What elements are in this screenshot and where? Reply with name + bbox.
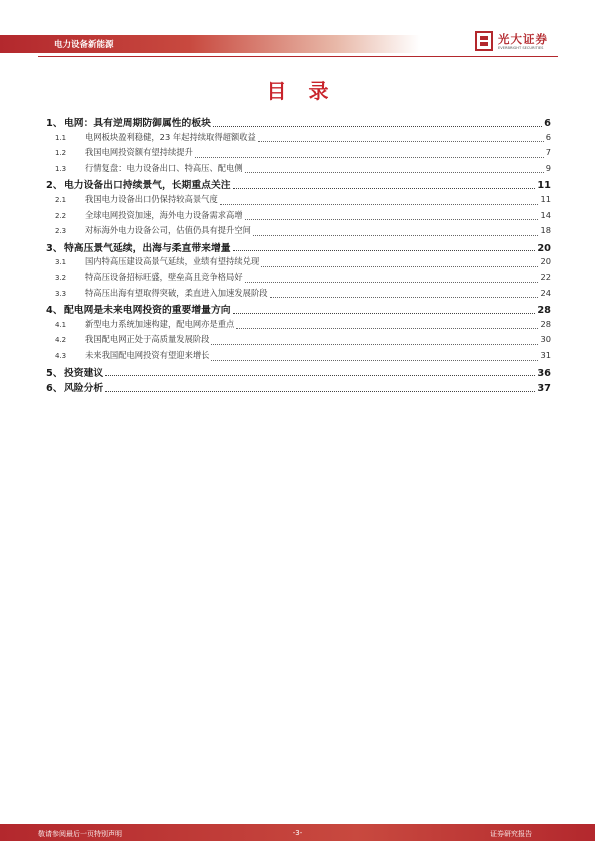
toc-section-entry[interactable] xyxy=(46,162,551,178)
toc-entry-title: 行情复盘：电力设备出口、特高压、配电侧 xyxy=(85,162,243,173)
toc-entry-number: 2.1 xyxy=(55,195,67,204)
toc-section-entry[interactable] xyxy=(46,333,551,349)
toc-entry-number: 3.3 xyxy=(55,289,67,298)
toc-dot-leader xyxy=(233,249,536,251)
toc-entry-title: 对标海外电力设备公司，估值仍具有提升空间 xyxy=(85,225,251,236)
toc-entry-title: 风险分析 xyxy=(64,383,104,395)
toc-entry-page: 6 xyxy=(545,131,551,142)
toc-chapter-entry[interactable] xyxy=(46,240,551,256)
toc-entry-number: 1、 xyxy=(46,118,63,129)
toc-entry-number: 4、 xyxy=(46,305,63,317)
toc-entry-page: 14 xyxy=(540,209,551,220)
toc-entry-number: 1.3 xyxy=(55,164,67,173)
toc-section-entry[interactable] xyxy=(46,131,551,147)
company-logo xyxy=(474,29,558,55)
toc-section-entry[interactable] xyxy=(46,318,551,334)
toc-entry-page: 24 xyxy=(540,287,551,298)
toc-entry-page: 11 xyxy=(540,193,551,204)
toc-entry-page: 31 xyxy=(540,349,551,360)
toc-section-entry[interactable] xyxy=(46,224,551,240)
toc-entry-title: 投资建议 xyxy=(64,367,104,379)
toc-entry-title: 特高压出海有望取得突破，柔直进入加速发展阶段 xyxy=(85,287,268,298)
toc-entry-title: 全球电网投资加速，海外电力设备需求高增 xyxy=(85,209,243,220)
toc-entry-number: 2.2 xyxy=(55,211,67,220)
toc-dot-leader xyxy=(233,312,536,314)
toc-entry-number: 2、 xyxy=(46,180,63,192)
toc-chapter-entry[interactable] xyxy=(46,302,551,318)
toc-section-entry[interactable] xyxy=(46,287,551,303)
toc-dot-leader xyxy=(270,296,539,298)
toc-dot-leader xyxy=(245,281,539,283)
toc-chapter-entry[interactable] xyxy=(46,365,551,381)
toc-entry-page: 20 xyxy=(540,256,551,267)
toc-dot-leader xyxy=(211,343,538,345)
toc-section-entry[interactable] xyxy=(46,349,551,365)
toc-entry-number: 4.1 xyxy=(55,320,67,329)
toc-entry-page: 28 xyxy=(540,318,551,329)
toc-chapter-entry[interactable] xyxy=(46,115,551,131)
toc-entry-page: 20 xyxy=(537,242,551,254)
section-label: 电力设备新能源 xyxy=(54,40,114,50)
page-number: -3- xyxy=(292,829,303,837)
toc-entry-title: 电网板块盈利稳健，23 年起持续取得超额收益 xyxy=(85,131,256,142)
toc-entry-title: 配电网是未来电网投资的重要增量方向 xyxy=(64,305,231,317)
toc-title: 目录 xyxy=(266,79,351,103)
toc-entry-title: 电力设备出口持续景气，长期重点关注 xyxy=(64,180,231,192)
toc-entry-title: 我国电网投资额有望持续提升 xyxy=(85,147,193,158)
toc-section-entry[interactable] xyxy=(46,271,551,287)
logo-text-en: EVERBRIGHT SECURITIES xyxy=(498,46,544,50)
logo-text-cn: 光大证券 xyxy=(498,32,548,46)
toc-dot-leader xyxy=(245,171,544,173)
toc-entry-page: 9 xyxy=(545,162,551,173)
toc-entry-title: 未来我国配电网投资有望迎来增长 xyxy=(85,349,210,360)
toc-entry-title: 国内特高压建设高景气延续，业绩有望持续兑现 xyxy=(85,256,260,267)
toc-chapter-entry[interactable] xyxy=(46,177,551,193)
toc-dot-leader xyxy=(258,140,544,142)
toc-entry-number: 2.3 xyxy=(55,227,67,236)
toc-dot-leader xyxy=(195,156,544,158)
toc-entry-number: 1.1 xyxy=(55,133,67,142)
toc-entry-page: 6 xyxy=(544,118,551,129)
toc-dot-leader xyxy=(253,234,538,236)
toc-section-entry[interactable] xyxy=(46,209,551,225)
everbright-logo-icon xyxy=(474,30,494,52)
toc-section-entry[interactable] xyxy=(46,255,551,271)
toc-chapter-entry[interactable] xyxy=(46,380,551,396)
toc-entry-title: 新型电力系统加速构建，配电网亦是重点 xyxy=(85,318,235,329)
toc-entry-page: 11 xyxy=(537,180,551,192)
toc-dot-leader xyxy=(105,390,535,392)
toc-entry-title: 我国电力设备出口仍保持较高景气度 xyxy=(85,193,218,204)
toc-entry-page: 37 xyxy=(537,383,551,395)
toc-entry-page: 36 xyxy=(537,367,551,379)
header-divider xyxy=(38,56,558,57)
toc-entry-page: 30 xyxy=(540,334,551,345)
toc-dot-leader xyxy=(105,374,535,376)
toc-entry-number: 4.2 xyxy=(55,336,67,345)
toc-section-entry[interactable] xyxy=(46,146,551,162)
toc-dot-leader xyxy=(236,327,538,329)
report-type: 证券研究报告 xyxy=(490,830,532,838)
toc-entry-page: 7 xyxy=(545,147,551,158)
table-of-contents xyxy=(46,115,551,396)
toc-dot-leader xyxy=(213,125,542,127)
toc-entry-title: 特高压景气延续，出海与柔直带来增量 xyxy=(64,242,231,254)
toc-dot-leader xyxy=(220,203,539,205)
toc-entry-number: 3.2 xyxy=(55,273,67,282)
toc-entry-page: 22 xyxy=(540,271,551,282)
toc-entry-page: 18 xyxy=(540,225,551,236)
toc-section-entry[interactable] xyxy=(46,193,551,209)
toc-entry-number: 3.1 xyxy=(55,258,67,267)
toc-entry-number: 1.2 xyxy=(55,149,67,158)
toc-entry-number: 4.3 xyxy=(55,351,67,360)
toc-dot-leader xyxy=(245,218,539,220)
toc-entry-number: 5、 xyxy=(46,367,63,379)
footer-disclaimer: 敬请参阅最后一页特别声明 xyxy=(38,830,122,838)
toc-entry-title: 电网：具有逆周期防御属性的板块 xyxy=(64,118,211,129)
toc-entry-page: 28 xyxy=(537,305,551,317)
toc-dot-leader xyxy=(261,265,538,267)
toc-dot-leader xyxy=(211,359,538,361)
toc-entry-title: 我国配电网正处于高质量发展阶段 xyxy=(85,334,210,345)
toc-entry-title: 特高压设备招标旺盛，壁垒高且竞争格局好 xyxy=(85,271,243,282)
toc-dot-leader xyxy=(233,187,536,189)
toc-entry-number: 3、 xyxy=(46,242,63,254)
toc-entry-number: 6、 xyxy=(46,383,63,395)
